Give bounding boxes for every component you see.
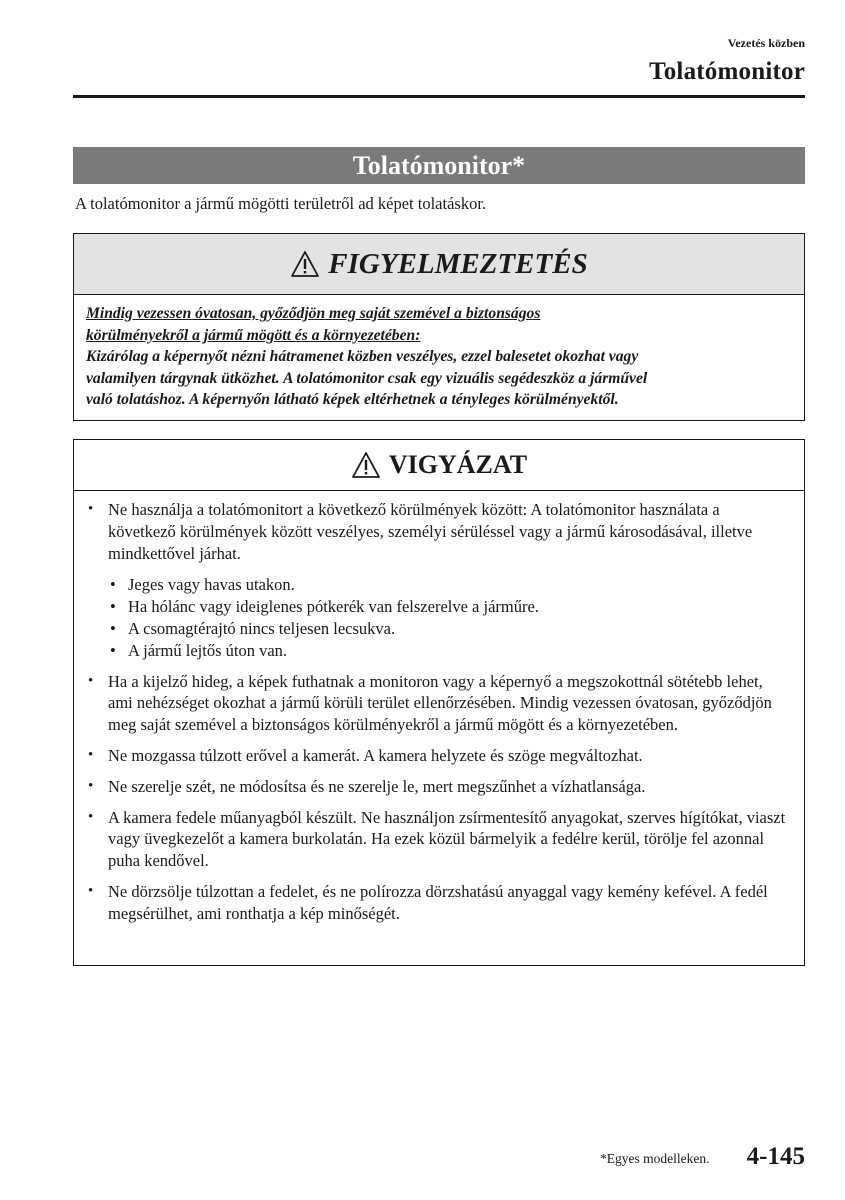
warning-line: való tolatáshoz. A képernyőn látható képek eltérhetnek a tényleges körülményektől. bbox=[86, 391, 619, 408]
warning-line: körülményekről a jármű mögött és a környezetében: bbox=[86, 326, 421, 344]
caution-header bbox=[74, 440, 804, 491]
caution-item: • Ha a kijelző hideg, a képek futhatnak a monitoron vagy a képernyő a megszokottnál sötétebb lehet, ami nehézséget okozhat a jármű körüli terület ellenőrzésében. Mindig vezessen óvatosan, győződjön meg saját szemével a biztonságos körülményekről a jármű mögött és a környezetében. bbox=[88, 671, 790, 736]
caution-item: • Ne mozgassa túlzott erővel a kamerát. A kamera helyzete és szöge megváltozhat. bbox=[88, 745, 790, 767]
caution-item: • A kamera fedele műanyagból készült. Ne használjon zsírmentesítő anyagokat, szerves hígítókat, viaszt vagy üvegkezelőt a kamera burkolatán. Ha ezek közül bármelyik a fedélre kerül, törölje fel azonnal puha kendővel. bbox=[88, 807, 790, 872]
header-title: Tolatómonitor bbox=[649, 58, 805, 85]
warning-header bbox=[74, 234, 804, 295]
caution-item: • Ne dörzsölje túlzottan a fedelet, és ne polírozza dörzshatású anyaggal vagy kemény kefével. A fedél megsérülhet, ami ronthatja a kép minőségét. bbox=[88, 881, 790, 925]
warning-line: Kizárólag a képernyőt nézni hátramenet közben veszélyes, ezzel balesetet okozhat vagy bbox=[86, 348, 639, 365]
caution-subitem: • Ha hólánc vagy ideiglenes pótkerék van felszerelve a járműre. bbox=[110, 596, 790, 618]
header-section-label: Vezetés közben bbox=[727, 36, 805, 50]
warning-triangle-icon bbox=[290, 250, 320, 278]
caution-subitem: • A csomagtérajtó nincs teljesen lecsukva. bbox=[110, 618, 790, 640]
footnote: *Egyes modelleken. bbox=[600, 1151, 710, 1166]
warning-box bbox=[73, 233, 805, 421]
section-title: Tolatómonitor* bbox=[73, 147, 805, 184]
caution-item: • Ne szerelje szét, ne módosítsa és ne szerelje le, mert megszűnhet a vízhatlansága. bbox=[88, 776, 790, 798]
warning-line: Mindig vezessen óvatosan, győződjön meg saját szemével a biztonságos bbox=[86, 305, 541, 322]
caution-subitem: • A jármű lejtős úton van. bbox=[110, 640, 790, 662]
caution-subitem: • Jeges vagy havas utakon. bbox=[110, 574, 790, 596]
caution-title: VIGYÁZAT bbox=[388, 450, 528, 479]
page-number: 4-145 bbox=[746, 1143, 805, 1170]
caution-triangle-icon bbox=[351, 451, 381, 479]
caution-box bbox=[73, 439, 805, 966]
warning-title: FIGYELMEZTETÉS bbox=[328, 247, 588, 280]
warning-body bbox=[74, 295, 804, 411]
caution-sublist bbox=[110, 574, 790, 661]
header-divider bbox=[73, 95, 805, 98]
caution-item: • Ne használja a tolatómonitort a következő körülmények között: A tolatómonitor használata a következő körülmények között veszélyes, személyi sérüléssel vagy a jármű károsodásával, illetve mindkettővel járhat. bbox=[88, 499, 790, 564]
intro-text: A tolatómonitor a jármű mögötti területről ad képet tolatáskor. bbox=[75, 194, 487, 213]
caution-body bbox=[74, 491, 804, 925]
warning-line: valamilyen tárgynak ütközhet. A tolatómonitor csak egy vizuális segédeszköz a járművel bbox=[86, 369, 648, 387]
